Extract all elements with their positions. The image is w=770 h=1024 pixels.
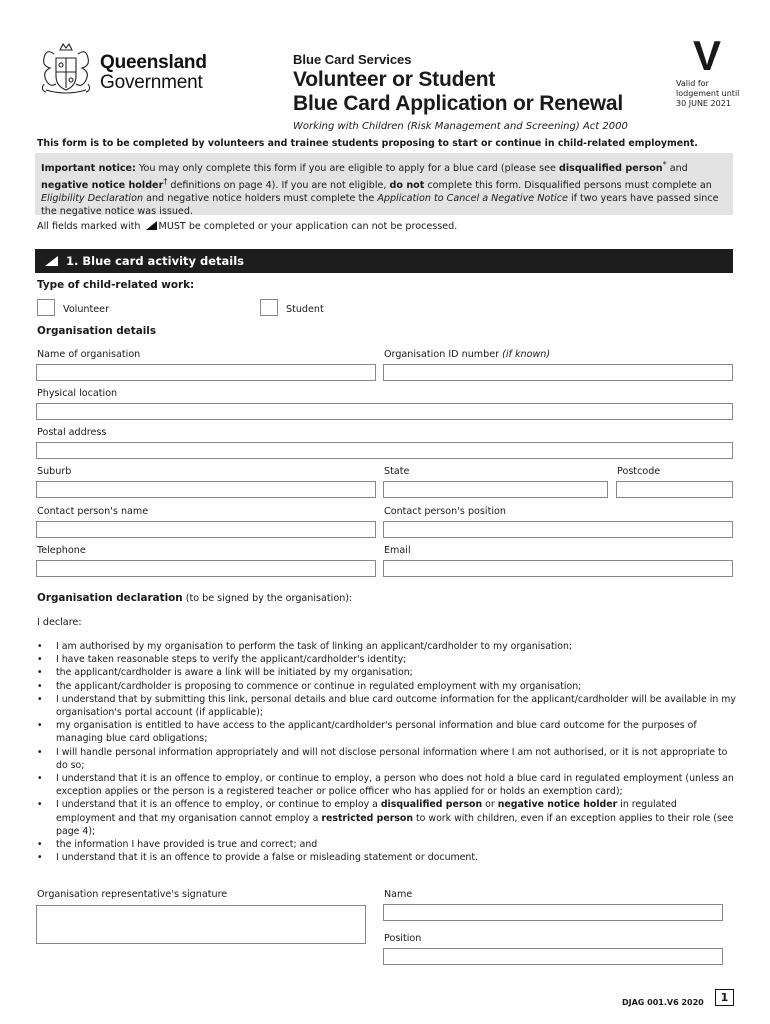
bold-term: negative notice holder	[497, 799, 618, 811]
declaration-list	[37, 640, 737, 864]
telephone-field[interactable]	[36, 560, 376, 577]
legislation-act: Working with Children (Risk Management and Screening) Act 2000	[293, 121, 628, 132]
signature-field[interactable]	[36, 905, 366, 944]
declaration-title: Organisation declaration	[37, 592, 183, 604]
valid-line1: Valid for	[676, 79, 709, 88]
notice-bold: do not	[389, 180, 425, 192]
notice-text: complete this form. Disqualified persons must complete an	[424, 180, 712, 192]
mandatory-triangle-icon	[45, 256, 58, 266]
rep-position-field[interactable]	[383, 948, 723, 965]
queensland-crest-icon	[36, 40, 96, 98]
notice-text: and	[666, 163, 688, 175]
telephone-label: Telephone	[37, 545, 86, 556]
work-type-label: Type of child-related work:	[37, 279, 195, 291]
page-number: 1	[715, 989, 734, 1006]
form-code: DJAG 001.V6 2020	[622, 998, 704, 1007]
suburb-label: Suburb	[37, 466, 72, 477]
important-notice	[35, 153, 733, 218]
notice-italic: Eligibility Declaration	[41, 193, 144, 205]
rep-position-label: Position	[384, 933, 422, 944]
state-label: State	[384, 466, 410, 477]
notice-italic: Application to Cancel a Negative Notice	[377, 193, 568, 205]
list-item: • I understand that it is an offence to provide a false or misleading statement or document.	[37, 851, 737, 864]
postal-address-label: Postal address	[37, 427, 107, 438]
contact-position-label: Contact person's position	[384, 506, 506, 517]
form-title-line2: Blue Card Application or Renewal	[293, 92, 624, 115]
form-title-line1: Volunteer or Student	[293, 68, 496, 91]
org-name-field[interactable]	[36, 364, 376, 381]
text: or	[482, 799, 498, 811]
org-id-note: (if known)	[502, 349, 551, 360]
postal-address-field[interactable]	[36, 442, 733, 459]
postcode-label: Postcode	[617, 466, 661, 477]
notice-bold: negative notice holder	[41, 180, 164, 192]
list-item: • the applicant/cardholder is proposing to commence or continue in regulated employment with my organisation;	[37, 680, 737, 693]
text: to work with children, even if an exception applies to their role (see page 4);	[56, 812, 734, 837]
notice-bold: disqualified person	[558, 163, 663, 175]
list-item	[37, 798, 737, 838]
list-item: • I understand that it is an offence to employ, or continue to employ, a person who does not hold a blue card in regulated employment (unless an exception applies or the person is a registered teacher or police officer who has applied for or holds an exemption card);	[37, 772, 737, 798]
list-item: • the information I have provided is true and correct; and	[37, 838, 737, 851]
valid-line3: 30 JUNE 2021	[676, 99, 731, 108]
notice-text: if two years have passed since the negative notice was issued.	[41, 193, 719, 218]
section-heading	[35, 249, 733, 273]
volunteer-checkbox[interactable]	[37, 299, 55, 316]
email-field[interactable]	[383, 560, 733, 577]
org-name-label: Name of organisation	[37, 349, 141, 360]
physical-location-field[interactable]	[36, 403, 733, 420]
form-letter: V	[693, 32, 722, 79]
must-text-before: All fields marked with	[37, 221, 141, 232]
volunteer-label: Volunteer	[63, 304, 110, 315]
email-label: Email	[384, 545, 411, 556]
physical-location-label: Physical location	[37, 388, 118, 399]
org-id-field[interactable]	[383, 364, 733, 381]
postcode-field[interactable]	[616, 481, 733, 498]
list-item: • I understand that by submitting this link, personal details and blue card outcome information for the applicant/cardholder will be available in my organisation's portal account (if applicable);	[37, 693, 737, 719]
i-declare: I declare:	[37, 617, 82, 628]
notice-text: You may only complete this form if you are eligible to apply for a blue card (please see	[135, 163, 559, 175]
list-item: • the applicant/cardholder is aware a link will be initiated by my organisation;	[37, 666, 737, 679]
logo-queensland: Queensland	[100, 52, 207, 73]
valid-until	[676, 79, 746, 109]
bold-term: restricted person	[321, 812, 414, 824]
student-checkbox[interactable]	[260, 299, 278, 316]
list-item: • I am authorised by my organisation to perform the task of linking an applicant/cardholder to my organisation;	[37, 640, 737, 653]
intro-text: This form is to be completed by volunteers and trainee students proposing to start or continue in child-related employment.	[37, 138, 698, 149]
notice-text: and negative notice holders must complete the	[143, 193, 378, 205]
org-declaration-heading	[37, 592, 352, 604]
student-label: Student	[286, 304, 324, 315]
valid-line2: lodgement until	[676, 89, 740, 98]
must-text-after: MUST be completed or your application can not be processed.	[158, 221, 458, 232]
contact-position-field[interactable]	[383, 521, 733, 538]
rep-name-label: Name	[384, 889, 413, 900]
rep-name-field[interactable]	[383, 904, 723, 921]
notice-heading: Important notice:	[41, 163, 136, 175]
list-item: • I have taken reasonable steps to verify the applicant/cardholder's identity;	[37, 653, 737, 666]
list-item: • my organisation is entitled to have access to the applicant/cardholder's personal information and blue card outcome for the purposes of managing blue card obligations;	[37, 719, 737, 745]
notice-sup: †	[163, 177, 168, 187]
text: I understand that it is an offence to employ, or continue to employ a	[56, 799, 381, 811]
notice-sup: *	[662, 160, 667, 169]
text: in regulated employment and that my organisation cannot employ a	[56, 799, 677, 824]
declaration-note: (to be signed by the organisation):	[182, 593, 353, 604]
state-field[interactable]	[383, 481, 608, 498]
logo-government: Government	[100, 72, 203, 93]
bold-term: disqualified person	[380, 799, 483, 811]
section-title: 1. Blue card activity details	[66, 254, 245, 268]
org-id-label	[384, 349, 550, 360]
list-item: • I will handle personal information appropriately and will not disclose personal information where I am not authorised, or it is not appropriate to do so;	[37, 746, 737, 772]
signature-label: Organisation representative's signature	[37, 889, 228, 900]
service-name: Blue Card Services	[293, 52, 412, 67]
org-id-text: Organisation ID number	[384, 349, 503, 360]
contact-name-label: Contact person's name	[37, 506, 149, 517]
mandatory-triangle-icon	[146, 221, 157, 230]
notice-text: definitions on page 4). If you are not eligible,	[167, 180, 390, 192]
org-details-heading: Organisation details	[37, 325, 157, 337]
suburb-field[interactable]	[36, 481, 376, 498]
contact-name-field[interactable]	[36, 521, 376, 538]
mandatory-fields-note	[37, 221, 457, 232]
